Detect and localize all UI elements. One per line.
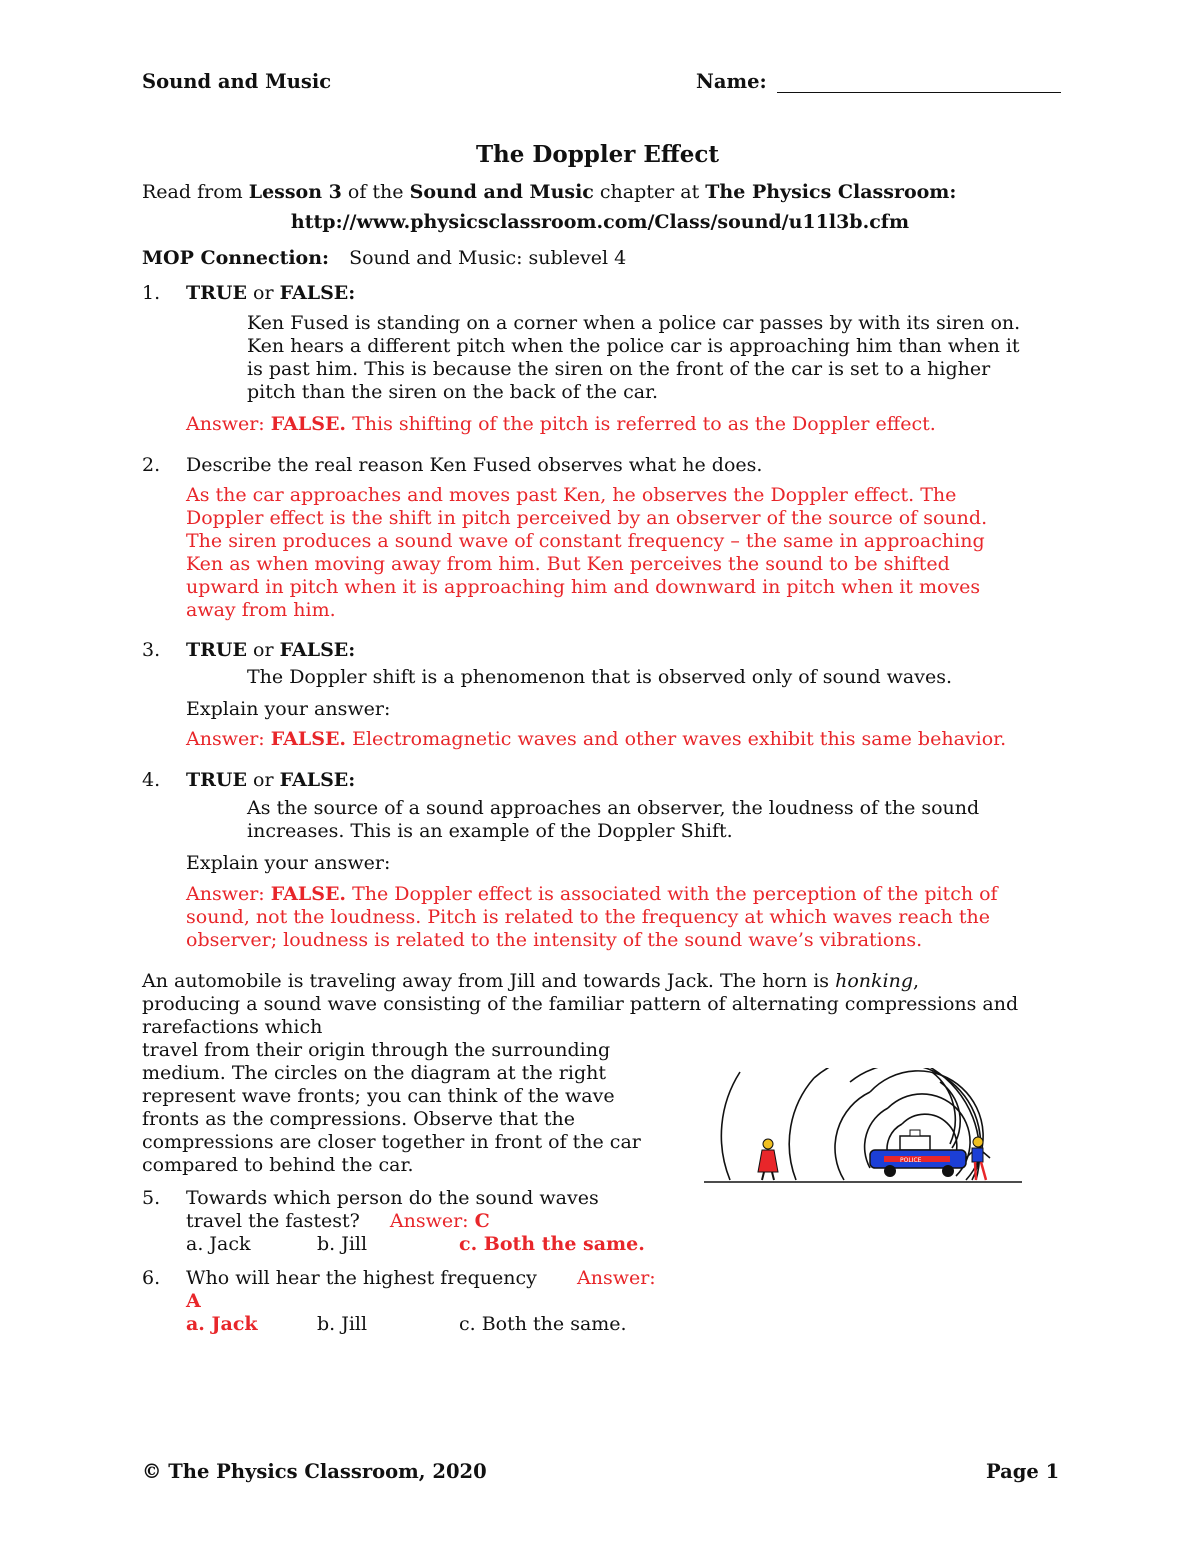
q4-answer-line: observer; loudness is related to the intensity of the sound wave’s vibrations.: [186, 929, 923, 951]
q2-answer-line: As the car approaches and moves past Ken, he observes the Doppler effect. The: [186, 484, 957, 506]
intro-chapter-at: chapter at: [593, 181, 706, 203]
q5-option-b: b. Jill: [317, 1233, 368, 1255]
q2-answer-line: Ken as when moving away from him. But Ken perceives the sound to be shifted: [186, 553, 950, 575]
q3-or: or: [246, 639, 280, 661]
q1-true: TRUE: [186, 282, 247, 304]
footer-copyright: © The Physics Classroom, 2020: [142, 1460, 487, 1483]
q3-answer-text: Electromagnetic waves and other waves exhibit this same behavior.: [346, 728, 1007, 750]
q1-answer-label: Answer:: [186, 413, 271, 435]
wavefront-arc: [835, 1092, 870, 1180]
passage-line: medium. The circles on the diagram at the right: [142, 1062, 606, 1084]
q2-question: Describe the real reason Ken Fused observes what he does.: [186, 454, 763, 476]
q6-answer-label: Answer:: [577, 1267, 656, 1289]
intro-of-the: of the: [341, 181, 410, 203]
q5-number: 5.: [142, 1187, 161, 1209]
q4-statement-line: As the source of a sound approaches an observer, the loudness of the sound: [247, 797, 980, 819]
q1-statement-line: Ken Fused is standing on a corner when a police car passes by with its siren on.: [247, 312, 1021, 334]
footer-page-number: Page 1: [986, 1460, 1060, 1483]
q6-question-line1: Who will hear the highest frequency: [186, 1267, 537, 1289]
q2-answer-line: Doppler effect is the shift in pitch perceived by an observer of the source of sound.: [186, 507, 988, 529]
intro-chapter-name: Sound and Music: [409, 181, 594, 203]
q1-number: 1.: [142, 282, 161, 304]
intro-site: The Physics Classroom:: [705, 181, 957, 203]
q1-statement-line: pitch than the siren on the back of the car.: [247, 381, 659, 403]
q3-answer-value: FALSE.: [270, 728, 347, 750]
wavefront-arc: [789, 1078, 814, 1180]
q4-or: or: [246, 769, 280, 791]
q5-option-c: c. Both the same.: [459, 1233, 645, 1255]
q1-answer-value: FALSE.: [270, 413, 347, 435]
q1-or: or: [246, 282, 280, 304]
q3-number: 3.: [142, 639, 161, 661]
q3-explain: Explain your answer:: [186, 698, 391, 720]
jill-figure: [758, 1139, 778, 1180]
q4-number: 4.: [142, 769, 161, 791]
q6-number: 6.: [142, 1267, 161, 1289]
mop-connection: [142, 247, 626, 270]
passage-line: travel from their origin through the surrounding: [142, 1039, 611, 1061]
passage-line: producing a sound wave consisting of the familiar pattern of alternating compressions and: [142, 993, 1019, 1015]
q6-option-c: c. Both the same.: [459, 1313, 627, 1335]
q4-explain: Explain your answer:: [186, 852, 391, 874]
intro-url[interactable]: http://www.physicsclassroom.com/Class/sound/u11l3b.cfm: [290, 211, 910, 233]
q3-answer: [186, 728, 1006, 751]
q4-answer: [186, 883, 998, 952]
q1-answer-text: This shifting of the pitch is referred to as the Doppler effect.: [346, 413, 936, 435]
q5-answer-value: C: [474, 1210, 490, 1232]
doppler-diagram: [704, 1068, 1024, 1188]
mop-value: Sound and Music: sublevel 4: [349, 247, 627, 269]
intro-read-from: Read from: [142, 181, 249, 203]
q1-answer: [186, 413, 936, 436]
police-car: [870, 1130, 966, 1177]
name-label: Name:: [696, 70, 767, 93]
q3-true: TRUE: [186, 639, 247, 661]
passage-line: compared to behind the car.: [142, 1154, 414, 1176]
q4-answer-line: sound, not the loudness. Pitch is related to the frequency at which waves reach the: [186, 906, 990, 928]
intro-line: [142, 181, 956, 204]
q5-question-text: travel the fastest?: [186, 1210, 360, 1232]
car-label: POLICE: [900, 1157, 922, 1164]
q2-answer: [186, 484, 987, 622]
q2-answer-line: The siren produces a sound wave of constant frequency – the same in approaching: [186, 530, 985, 552]
mop-label: MOP Connection:: [142, 247, 330, 269]
passage-comma: ,: [913, 970, 920, 992]
q5-answer-label: Answer:: [389, 1210, 475, 1232]
passage-line: rarefactions which: [142, 1016, 323, 1038]
passage-line: represent wave fronts; you can think of the wave: [142, 1085, 615, 1107]
q2-answer-line: away from him.: [186, 599, 336, 621]
q4-answer-label: Answer:: [186, 883, 271, 905]
q2-number: 2.: [142, 454, 161, 476]
q4-false: FALSE:: [279, 769, 356, 791]
q6-answer-value: A: [186, 1290, 201, 1312]
q1-statement-line: Ken hears a different pitch when the police car is approaching him than when it: [247, 335, 1020, 357]
q6-option-b: b. Jill: [317, 1313, 368, 1335]
q1-statement-line: is past him. This is because the siren on the front of the car is set to a higher: [247, 358, 991, 380]
q3-false: FALSE:: [279, 639, 356, 661]
q4-true: TRUE: [186, 769, 247, 791]
q4-statement-line: increases. This is an example of the Doppler Shift.: [247, 820, 733, 842]
wavefront-arc: [721, 1072, 740, 1180]
q4-answer-text: The Doppler effect is associated with the perception of the pitch of: [346, 883, 998, 905]
q6-option-a: a. Jack: [186, 1313, 258, 1335]
q1-prompt: [186, 282, 355, 305]
q4-answer-value: FALSE.: [270, 883, 347, 905]
page-title: The Doppler Effect: [475, 141, 720, 168]
q5-option-a: a. Jack: [186, 1233, 251, 1255]
intro-lesson: Lesson 3: [248, 181, 342, 203]
q5-question-line1: Towards which person do the sound waves: [186, 1187, 599, 1209]
q4-statement: [247, 797, 979, 843]
passage-line: fronts as the compressions. Observe that the: [142, 1108, 575, 1130]
passage-line-start: An automobile is traveling away from Jill and towards Jack. The horn is: [142, 970, 836, 992]
q3-answer-label: Answer:: [186, 728, 271, 750]
name-blank-line: [777, 73, 1061, 93]
passage-line: compressions are closer together in front of the car: [142, 1131, 641, 1153]
name-field: [696, 70, 1061, 93]
q3-statement: The Doppler shift is a phenomenon that is observed only of sound waves.: [247, 666, 953, 688]
q3-prompt: [186, 639, 355, 662]
doppler-diagram-svg: [704, 1068, 1024, 1188]
q2-answer-line: upward in pitch when it is approaching him and downward in pitch when it moves: [186, 576, 981, 598]
passage-honking: honking: [835, 970, 914, 992]
q1-false: FALSE:: [279, 282, 356, 304]
wavefront-arc: [940, 1082, 960, 1148]
header-chapter: Sound and Music: [142, 70, 332, 93]
q5-question-line2: [186, 1210, 490, 1233]
q4-prompt: [186, 769, 355, 792]
q1-statement: [247, 312, 1020, 404]
